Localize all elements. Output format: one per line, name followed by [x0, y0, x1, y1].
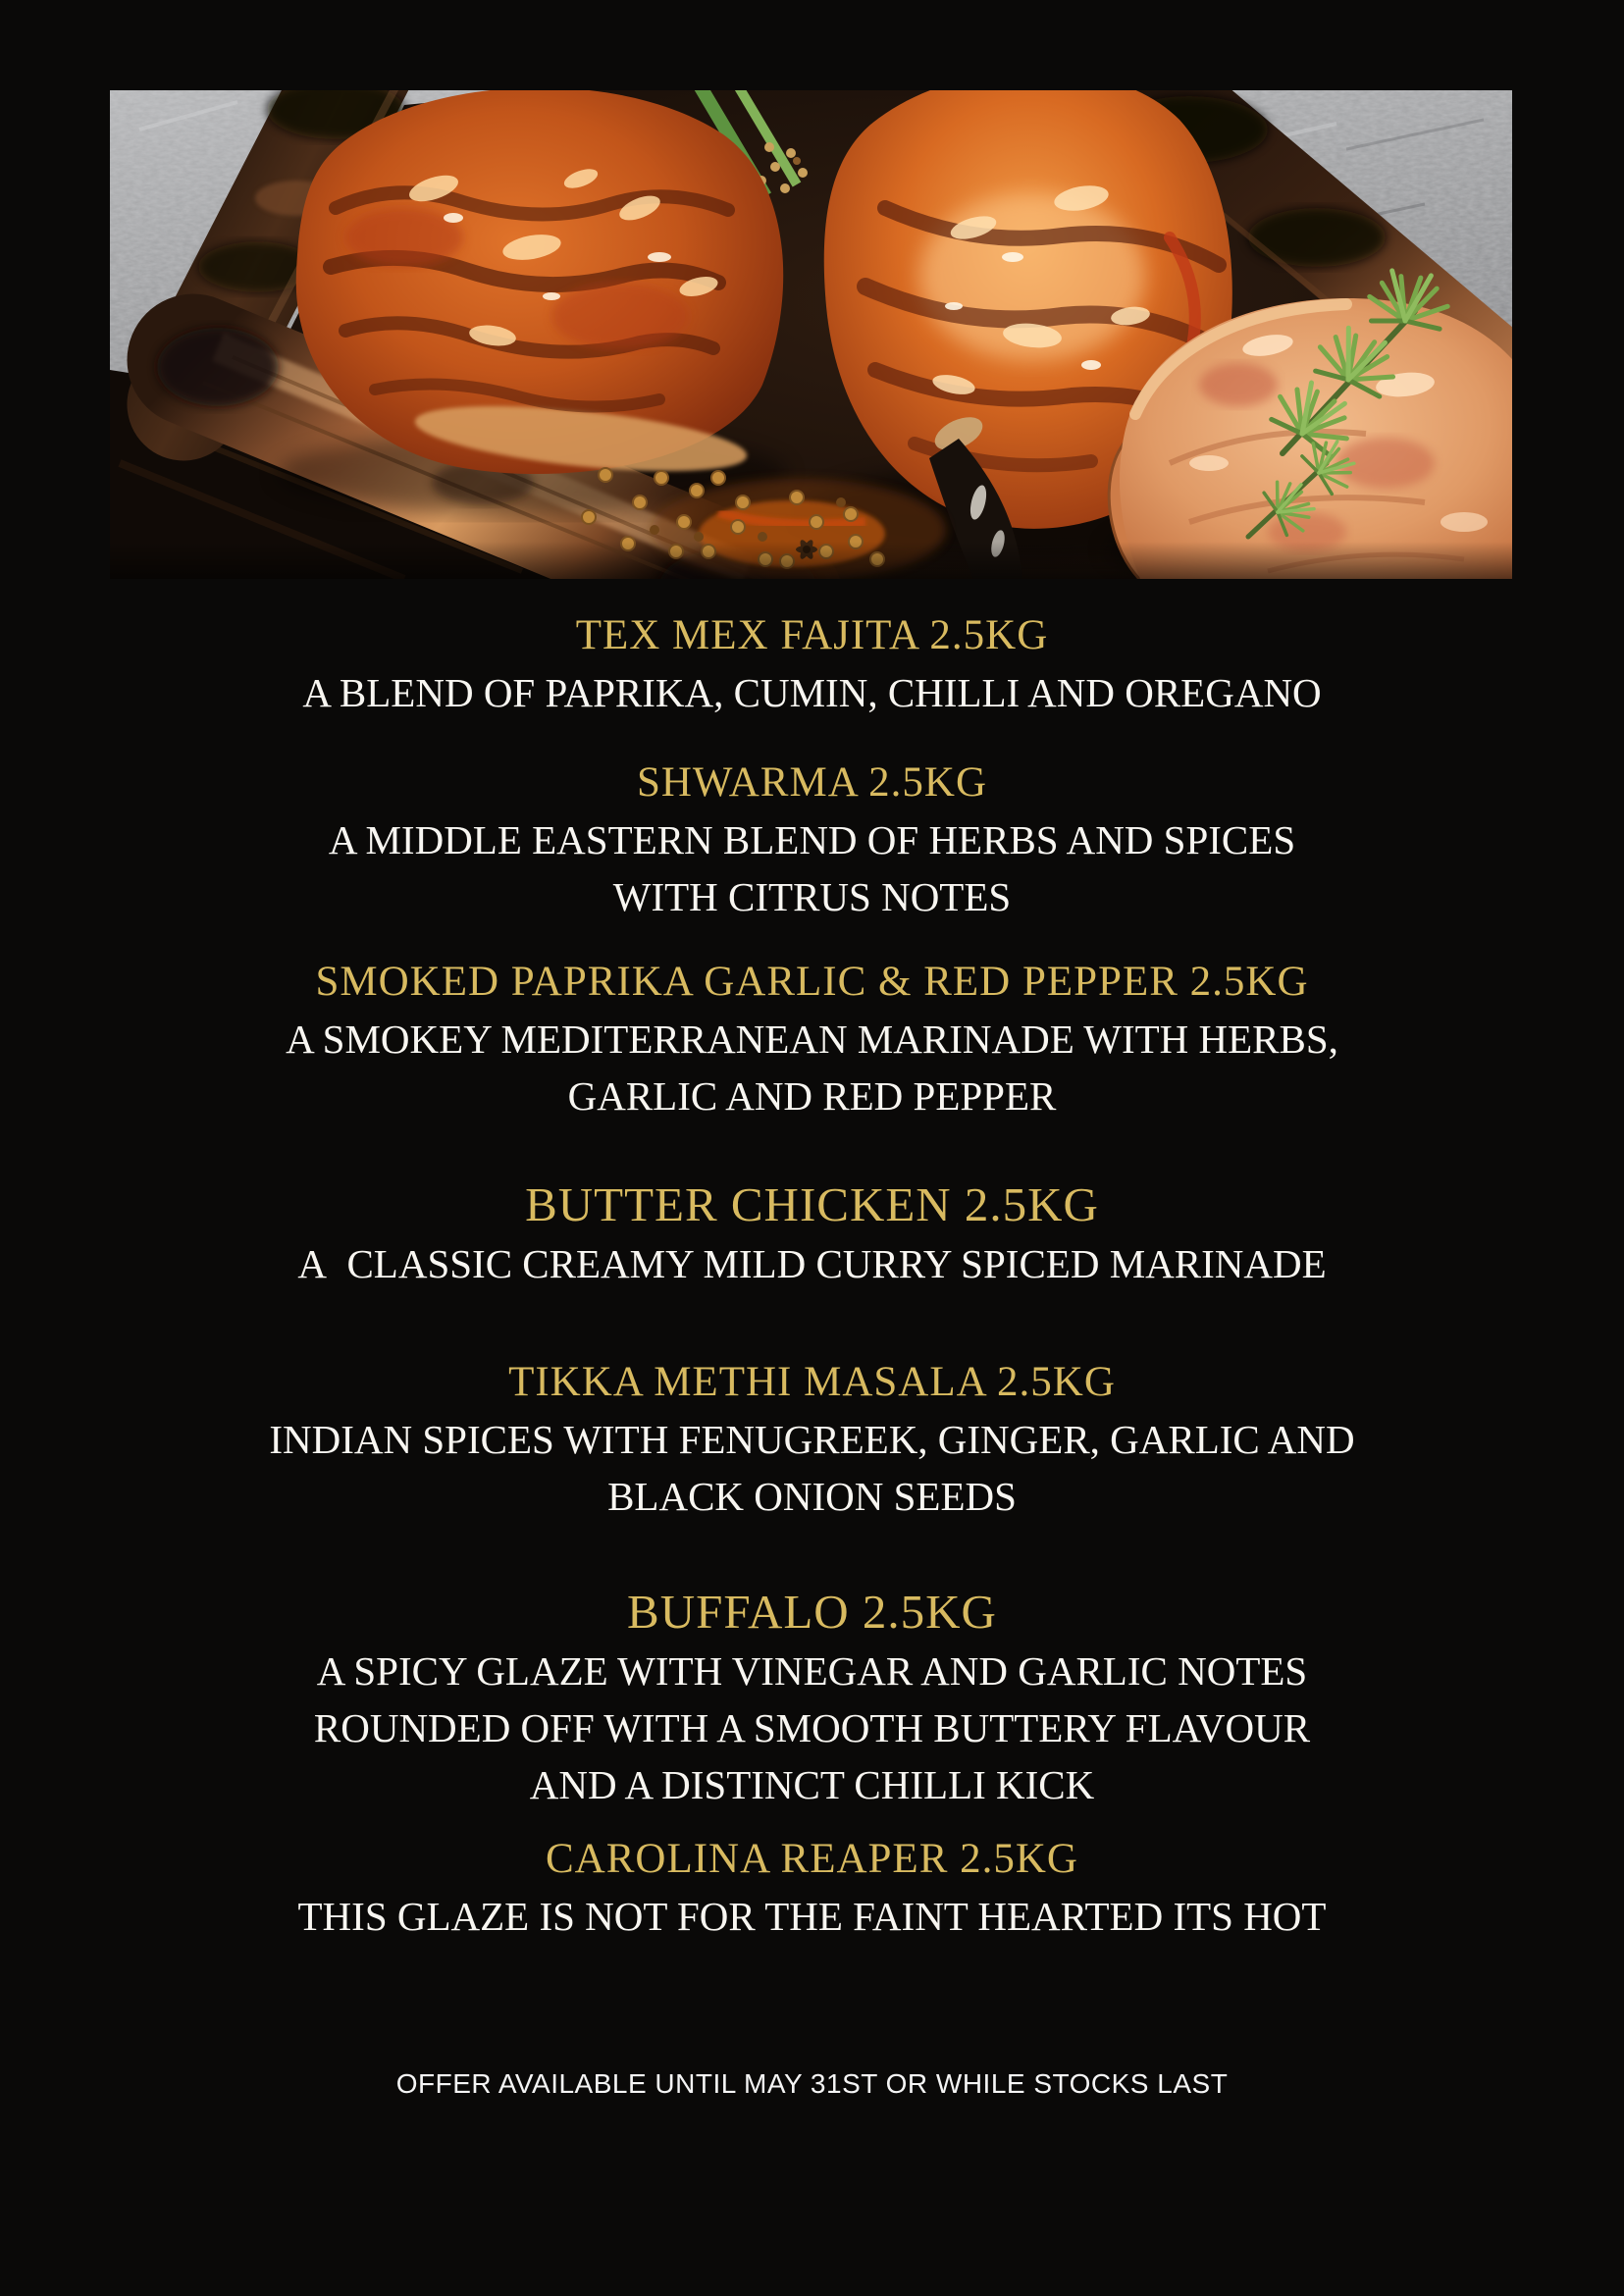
- hero-photo: [110, 90, 1512, 579]
- offer-note: OFFER AVAILABLE UNTIL MAY 31ST OR WHILE STOCKS LAST: [395, 2068, 1229, 2099]
- menu-item-smoked-paprika: [0, 954, 1624, 1124]
- menu-item-description-line: INDIAN SPICES WITH FENUGREEK, GINGER, GARLIC AND: [269, 1417, 1355, 1462]
- menu-item-description-line: A SMOKEY MEDITERRANEAN MARINADE WITH HERBS,: [286, 1017, 1338, 1062]
- meat-left: [296, 90, 783, 484]
- menu-item-tikka-methi-masala: [0, 1354, 1624, 1525]
- menu-item-tex-mex-fajita: [0, 607, 1624, 721]
- hero-photo-graphic: [110, 90, 1512, 579]
- menu-item-description-line: GARLIC AND RED PEPPER: [567, 1073, 1057, 1119]
- menu-item-description-line: A BLEND OF PAPRIKA, CUMIN, CHILLI AND OREGANO: [302, 670, 1322, 715]
- menu-item-buffalo: [0, 1582, 1624, 1813]
- menu-item-description-line: THIS GLAZE IS NOT FOR THE FAINT HEARTED ITS HOT: [297, 1894, 1327, 1939]
- menu-item-heading: SMOKED PAPRIKA GARLIC & RED PEPPER 2.5KG: [315, 959, 1309, 1005]
- menu-item-description-line: BLACK ONION SEEDS: [607, 1474, 1017, 1519]
- menu-item-heading: TEX MEX FAJITA 2.5KG: [575, 612, 1049, 658]
- menu-item-description-line: AND A DISTINCT CHILLI KICK: [529, 1762, 1095, 1807]
- menu-item-heading: BUTTER CHICKEN 2.5KG: [525, 1177, 1099, 1231]
- menu-item-heading: BUFFALO 2.5KG: [627, 1585, 997, 1639]
- menu-item-shwarma: [0, 755, 1624, 925]
- menu-item-carolina-reaper: [0, 1831, 1624, 1945]
- menu-item-description-line: A SPICY GLAZE WITH VINEGAR AND GARLIC NOTES: [316, 1648, 1308, 1694]
- menu-item-description-line: WITH CITRUS NOTES: [612, 874, 1012, 919]
- menu-item-description-line: A MIDDLE EASTERN BLEND OF HERBS AND SPICES: [328, 817, 1296, 862]
- menu-item-heading: CAROLINA REAPER 2.5KG: [545, 1836, 1078, 1882]
- menu-item-heading: SHWARMA 2.5KG: [636, 759, 988, 806]
- menu-item-heading: TIKKA METHI MASALA 2.5KG: [508, 1359, 1116, 1405]
- photo-bottom-shadow: [110, 542, 1512, 579]
- menu-item-butter-chicken: [0, 1174, 1624, 1292]
- menu-item-description-line: A CLASSIC CREAMY MILD CURRY SPICED MARINADE: [297, 1241, 1327, 1286]
- menu-item-description-line: ROUNDED OFF WITH A SMOOTH BUTTERY FLAVOUR: [313, 1705, 1311, 1750]
